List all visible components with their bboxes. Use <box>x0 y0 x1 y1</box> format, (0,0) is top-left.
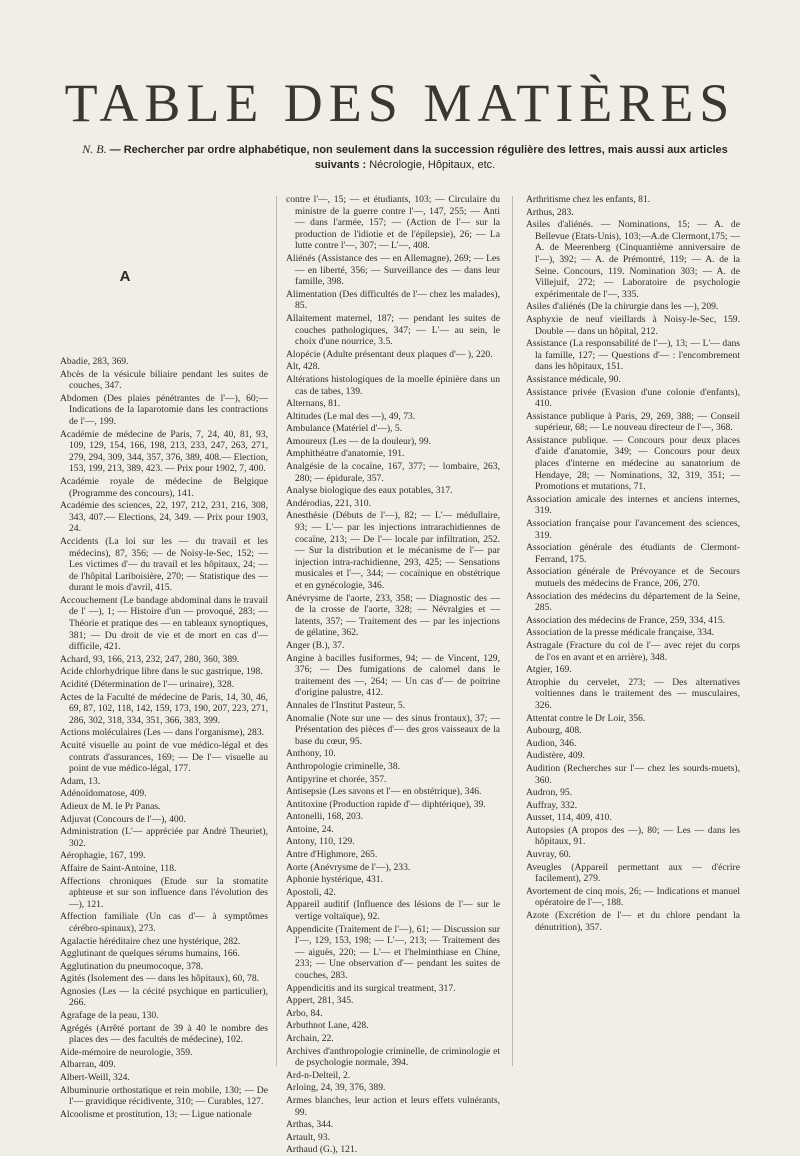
index-entry: Abcès de la vésicule biliaire pendant les suites de couches, 347. <box>60 368 268 392</box>
index-entry: Alt, 428. <box>286 361 320 373</box>
index-entry: Actes de la Faculté de médecine de Paris, 14, 30, 46, 69, 87, 102, 118, 142, 159, 173, 190, 207, 223, 271, 286, 302, 318, 334, 351, 366, 383, 399. <box>60 691 268 726</box>
index-entry: Aliénés (Assistance des — en Allemagne), 269; — Les — en liberté, 356; — Surveillance des — dans leur famille, 398. <box>286 252 500 288</box>
index-entry: Assistance publique à Paris, 29, 269, 388; — Conseil supérieur, 68; — Le nouveau directeur de l'—, 368. <box>526 410 740 434</box>
index-entry: Antony, 110, 129. <box>286 836 355 848</box>
index-entry: Anthropologie criminelle, 38. <box>286 760 401 772</box>
index-entry: Avortement de cinq mois, 26; — Indications et manuel opératoire de l'—, 188. <box>526 885 740 909</box>
index-entry: Amoureux (Les — de la douleur), 99. <box>286 435 431 447</box>
column-divider <box>512 196 513 1066</box>
index-entry: Académie royale de médecine de Belgique (Programme des concours), 141. <box>60 475 268 499</box>
column-divider <box>276 196 277 1066</box>
index-entry: contre l'—, 15; — et étudiants, 103; — Circulaire du ministre de la guerre contre l'—, 147, 255; — Anti — dans l'armée, 157; — (Action de l'— sur la production de l'idiotie et de l'épilepsie), 26; — La lutte contre l'—, 307; — L'—, 408. <box>286 194 500 252</box>
index-entry: Aide-mémoire de neurologie, 359. <box>60 1046 193 1058</box>
index-entry: Ard-n-Delteil, 2. <box>286 1069 351 1081</box>
index-entry: Abdomen (Des plaies pénétrantes de l'—), 60;— Indications de la laparotomie dans les contractions de l'—, 199. <box>60 392 268 427</box>
index-entry: Agglutinant de quelques sérums humains, 166. <box>60 948 240 960</box>
index-entry: Apostoli, 42. <box>286 886 336 898</box>
index-entry: Antipyrine et chorée, 357. <box>286 773 387 785</box>
index-entry: Agglutination du pneumocoque, 378. <box>60 960 204 972</box>
index-entry: Arbuthnot Lane, 428. <box>286 1020 369 1032</box>
index-entry: Appendicitis and its surgical treatment, 317. <box>286 982 456 994</box>
index-entry: Agalactie héréditaire chez une hystérique, 282. <box>60 935 241 947</box>
index-column-3 <box>526 194 740 1074</box>
index-entry: Anger (B.), 37. <box>286 639 345 651</box>
index-entry: Adénoïdomatose, 409. <box>60 788 147 800</box>
index-entry: Association amicale des internes et anciens internes, 319. <box>526 493 740 517</box>
section-letter-space <box>60 194 268 356</box>
section-letter: A <box>119 268 131 285</box>
index-entry: Arbo, 84. <box>286 1007 323 1019</box>
index-entry: Atgier, 169. <box>526 664 572 676</box>
index-entry: Alopécie (Adulte présentant deux plaques d'— ), 220. <box>286 348 493 360</box>
index-entry: Anesthésie (Débuts de l'—), 82; — L'— médullaire, 93; — L'— par les injections intrarachidiennes de cocaïne, 213; — De l'— locale par infiltration, 252. — Sur la distribution et le mécanisme de l'— par injection intra-rachidienne, 293, 425; — Sensations musicales et l'—, 344; — cocaïnique en obstétrique et en gynécologie, 346. <box>286 510 500 591</box>
index-entry: Antitoxine (Production rapide d'— diphtérique), 39. <box>286 798 486 810</box>
index-entry: Astragale (Fracture du col de l'— avec rejet du corps de l'os en avant et en arrière), 348. <box>526 639 740 663</box>
index-entry: Association des médecins du département de la Seine, 285. <box>526 590 740 614</box>
index-entry: Antoine, 24. <box>286 823 334 835</box>
index-entry: Angine à bacilles fusiformes, 94; — de Vincent, 129, 376; — Des fumigations de calomel dans le traitement des —, 264; — Un cas d'— de poitrine d'origine palustre, 412. <box>286 652 500 699</box>
index-entry: Accouchement (Le bandage abdominal dans le travail de l' —), 1; — Histoire d'un — provoqué, 283; — Théorie et pratique des — en tableaux synoptiques, 381; — Du droit de vie et de mort en cas d'— difficile, 421. <box>60 594 268 653</box>
index-entry: Anthony, 10. <box>286 748 336 760</box>
index-entry: Actions moléculaires (Les — dans l'organisme), 283. <box>60 727 265 739</box>
index-entry: Assistance publique. — Concours pour deux places d'aide d'anatomie, 349; — Concours pour deux places d'interne en médecine au sanatorium de Hendaye, 28; — Nominations, 32, 319, 351; — Promotions et mutations, 71. <box>526 434 740 493</box>
index-entry: Agrafage de la peau, 130. <box>60 1010 159 1022</box>
index-entry: Affections chroniques (Etude sur la stomatite aphteuse et sur son influence dans l'évolution des —), 121. <box>60 875 268 910</box>
note-prefix: N. B. <box>82 142 107 156</box>
index-entry: Association des médecins de France, 259, 334, 415. <box>526 614 726 626</box>
index-entry: Agités (Isolement des — dans les hôpitaux), 60, 78. <box>60 973 260 985</box>
index-entry: Affaire de Saint-Antoine, 118. <box>60 862 177 874</box>
index-column-1 <box>60 194 268 1120</box>
page-title: TABLE DES MATIÈRES <box>64 73 736 133</box>
index-entry: Audistère, 409. <box>526 750 585 762</box>
index-entry: Archives d'anthropologie criminelle, de criminologie et de psychologie normale, 394. <box>286 1045 500 1069</box>
index-entry: Adieux de M. le Pr Panas. <box>60 800 161 812</box>
index-entry: Assistance (La responsabilité de l'—), 13; — L'— dans la famille, 127; — Questions d'— : l'encombrement dans les hôpitaux, 151. <box>526 338 740 373</box>
index-entry: Audition (Recherches sur l'— chez les sourds-muets), 360. <box>526 762 740 786</box>
index-entry: Accidents (La loi sur les — du travail et les médecins), 87, 356; — de Noisy-le-Sec, 152; — Les victimes d'— du travail et les hôpitaux, 24; — de l'hôpital Lariboisière, 270; — Statistique des — durant le mois d'avril, 415. <box>60 535 268 594</box>
index-entry: Auffray, 332. <box>526 799 578 811</box>
index-entry: Ausset, 114, 409, 410. <box>526 812 612 824</box>
index-entry: Abadie, 283, 369. <box>60 356 129 367</box>
index-entry: Albuminurie orthostatique et rein mobile, 130; — De l'— gravidique récidivente, 310; — Curables, 127. <box>60 1084 268 1108</box>
index-entry: Aubourg, 408. <box>526 725 582 737</box>
index-entry: Attentat contre le Dr Loir, 356. <box>526 712 646 724</box>
index-entry: Archain, 22. <box>286 1032 334 1044</box>
index-entry: Audion, 346. <box>526 737 577 749</box>
index-entry: Arloing, 24, 39, 376, 389. <box>286 1082 386 1094</box>
index-entry: Altérations histologiques de la moelle épinière dans un cas de tabes, 139. <box>286 373 500 397</box>
index-entry: Antre d'Highmore, 265. <box>286 849 378 861</box>
index-entry: Arthaud (G.), 121. <box>286 1144 358 1156</box>
index-entry: Alcoolisme et prostitution, 13; — Ligue nationale <box>60 1108 252 1120</box>
index-entry: Antisepsie (Les savons et l'— en obstétrique), 346. <box>286 786 482 798</box>
index-entry: Alternans, 81. <box>286 398 341 410</box>
index-entry: Académie des sciences, 22, 197, 212, 231, 216, 308, 343, 407.— Elections, 24, 349. — Prix pour 1903, 24. <box>60 500 268 535</box>
index-entry: Agrégés (Arrêté portant de 39 à 40 le nombre des places des — des facultés de médecine), 102. <box>60 1022 268 1046</box>
index-entry: Association de la presse médicale française, 334. <box>526 627 715 639</box>
index-entry: Atrophie du cervelet, 273; — Des alternatives voltiennes dans le traitement des — musculaires, 326. <box>526 676 740 711</box>
index-entry: Acuité visuelle au point de vue médico-légal et des contrats d'assurances, 169; — De l'— visuelle au point de vue médico-légal, 177. <box>60 740 268 775</box>
index-entry: Analgésie de la cocaïne, 167, 377; — lombaire, 263, 280; — épidurale, 357. <box>286 461 500 484</box>
index-entry: Administration (L'— appréciée par André Theuriet), 302. <box>60 826 268 849</box>
index-entry: Assistance médicale, 90. <box>526 373 621 385</box>
index-entry: Achard, 93, 166, 213, 232, 247, 280, 360, 389. <box>60 653 240 665</box>
note-list: Nécrologie, Hôpitaux, etc. <box>369 159 496 171</box>
index-entry: Arthritisme chez les enfants, 81. <box>526 194 651 205</box>
index-entry: Autopsies (A propos des —), 80; — Les — dans les hôpitaux, 91. <box>526 824 740 848</box>
index-entry: Artault, 93. <box>286 1131 330 1143</box>
index-entry: Anomalie (Note sur une — des sinus frontaux), 37; — Présentation des pièces d'— des gros vaisseaux de la base du cœur, 95. <box>286 712 500 747</box>
index-entry: Agnosies (Les — la cécité psychique en particulier), 266. <box>60 985 268 1009</box>
index-entry: Ambulance (Matériel d'—), 5. <box>286 423 403 435</box>
index-column-2 <box>286 194 500 1156</box>
index-entry: Asphyxie de neuf vieillards à Noisy-le-Sec, 159. Double — dans un hôpital, 212. <box>526 313 740 337</box>
index-entry: Aveugles (Appareil permettant aux — d'écrire facilement), 279. <box>526 861 740 885</box>
index-entry: Acide chlorhydrique libre dans le suc gastrique, 198. <box>60 666 263 678</box>
index-entry: Appert, 281, 345. <box>286 995 354 1007</box>
index-entry: Auvray, 60. <box>526 849 571 861</box>
index-entry: Appareil auditif (Influence des lésions de l'— sur le vertige voltaïque), 92. <box>286 899 500 923</box>
index-entry: Adam, 13. <box>60 775 101 787</box>
index-entry: Analyse biologique des eaux potables, 317. <box>286 485 453 497</box>
index-entry: Association française pour l'avancement des sciences, 319. <box>526 518 740 541</box>
index-entry: Arthas, 344. <box>286 1119 334 1131</box>
index-entry: Amphithéatre d'anatomie, 191. <box>286 448 405 460</box>
index-entry: Aphonie hystérique, 431. <box>286 874 383 886</box>
index-entry: Andérodias, 221, 310. <box>286 497 371 509</box>
index-entry: Académie de médecine de Paris, 7, 24, 40, 81, 93, 109, 129, 154, 166, 198, 213, 233, 247, 263, 271, 279, 294, 309, 344, 357, 376, 389, 408.— Election, 153, 199, 213, 389, 423. — Prix pour 1902, 7, 400. <box>60 428 268 475</box>
index-entry: Albert-Weill, 324. <box>60 1072 130 1084</box>
index-entry: Affection familiale (Un cas d'— à symptômes cérébro-spinaux), 273. <box>60 911 268 934</box>
reading-note <box>70 142 740 173</box>
index-entry: Acidité (Détermination de l'— urinaire), 328. <box>60 679 235 691</box>
index-entry: Association générale de Prévoyance et de Secours mutuels des médecins de France, 206, 270. <box>526 566 740 589</box>
index-entry: Asiles d'aliénés (De la chirurgie dans les —), 209. <box>526 301 719 313</box>
index-entry: Aorte (Anévrysme de l'—), 233. <box>286 861 411 873</box>
index-entry: Assistance privée (Evasion d'une colonie d'enfants), 410. <box>526 386 740 410</box>
index-entry: Alimentation (Des difficultés de l'— chez les malades), 85. <box>286 288 500 312</box>
index-entry: Annales de l'Institut Pasteur, 5. <box>286 699 406 711</box>
index-entry: Azote (Excrétion de l'— et du chlore pendant la dénutrition), 357. <box>526 910 740 933</box>
index-entry: Antonelli, 168, 203. <box>286 811 364 823</box>
index-entry: Armes blanches, leur action et leurs effets vulnérants, 99. <box>286 1094 500 1118</box>
index-entry: Anévrysme de l'aorte, 233, 358; — Diagnostic des — de la crosse de l'aorte, 328; — Névralgies et — latents, 357; — Traitement des — par les injections de gélatine, 362. <box>286 592 500 639</box>
index-entry: Aérophagie, 167, 199. <box>60 850 146 862</box>
index-entry: Appendicite (Traitement de l'—), 61; — Discussion sur l'—, 129, 153, 198; — L'—, 213; — Traitement des — aiguës, 220; — L'— et l'helminthiase en Chine, 233; — Une observation d'— pendant les suites de couches, 283. <box>286 923 500 981</box>
index-entry: Asiles d'aliénés. — Nominations, 15; — A. de Bellevue (Etats-Unis), 103;—A.de Clermont,175; — A. de Meerenberg (Cinquantième anniversaire de l'—), 392; — A. de Prémontré, 119; — A. de la Seine. Concours, 119. Nomination 303; — A. de Villejuif, 272; — Laboratoire de psychologie expérimentale de l'—, 335. <box>526 219 740 300</box>
index-entry: Adjuvat (Concours de l'—), 400. <box>60 813 186 825</box>
index-entry: Altitudes (Le mal des —), 49, 73. <box>286 410 416 422</box>
index-entry: Association générale des étudiants de Clermont-Ferrand, 175. <box>526 542 740 565</box>
index-entry: Allaitement maternel, 187; — pendant les suites de couches pathologiques, 347; — L'— au sein, le choix d'une nourrice, 3.5. <box>286 312 500 348</box>
index-entry: Arthus, 283. <box>526 206 574 218</box>
index-entry: Albarran, 409. <box>60 1059 116 1071</box>
index-entry: Audron, 95. <box>526 787 573 799</box>
note-instruction: — Rechercher par ordre alphabétique, non seulement dans la succession régulière des lettres, mais aussi aux articles suivants : <box>109 144 728 171</box>
